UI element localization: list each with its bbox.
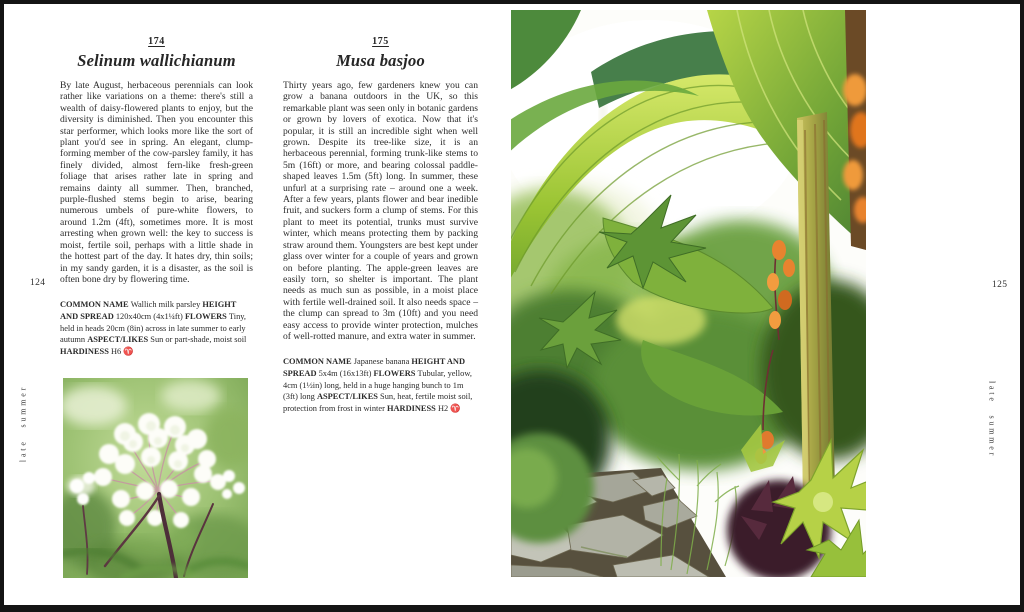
page-number-left: 124 bbox=[30, 278, 46, 288]
musa-photo-art bbox=[511, 10, 866, 577]
info-value: Sun, heat, fertile moist soil, protection from frost in winter bbox=[283, 392, 473, 413]
info-value: H6 bbox=[110, 346, 124, 356]
frame-left-border bbox=[0, 0, 4, 612]
info-label: ASPECT/LIKES bbox=[316, 392, 381, 402]
info-value: Japanese banana bbox=[353, 357, 412, 367]
info-label: HEIGHT AND SPREAD bbox=[60, 300, 237, 321]
page-number-right: 125 bbox=[992, 280, 1008, 290]
entry-number: 175 bbox=[372, 36, 389, 47]
frame-top-border bbox=[0, 0, 1024, 4]
frame-right-border bbox=[1020, 0, 1024, 612]
agm-award-icon: ♈ bbox=[123, 346, 134, 356]
info-label: HARDINESS bbox=[60, 346, 111, 356]
entry-body: Thirty years ago, few gardeners knew you can grow a banana outdoors in the UK, so this remarkable plant was seen only in botanic gardens or grown by lovers of exotica. Now that it's popular, it is still an incredible sight when well grown. Despite its tree-like size, it is an herbaceous perennial, forming trunk-like stems to 5m (16ft) or more, and bearing colossal paddle-shaped leaves 1.5m (5ft) long. In summer, these unfurl at a surprising rate – around one a week. After a few years, plants flower and bear inedible fruit, and suckers form a clump of stems. For this plant to meet its potential, trunks must survive winter, which means protecting them by packing straw around them. Youngsters are best kept under glass over winter for a couple of years and grown on before planting. The apple-green leaves are easily torn, so shelter is important. The plant needs as much sun as possible, in a moist place with fertile well-drained soil. It also needs space – the clump can spread to 3m (10ft) and you need easy access to provide winter protection, mulches of well-rotted manure, and extra water in summer. bbox=[283, 80, 478, 342]
selinum-photo-art bbox=[63, 378, 248, 578]
selinum-photo bbox=[63, 378, 248, 578]
entry-title: Musa basjoo bbox=[336, 51, 425, 70]
info-label: HEIGHT AND SPREAD bbox=[283, 357, 465, 378]
frame-bottom-border bbox=[0, 605, 1024, 612]
entry-body: By late August, herbaceous perennials can look rather like variations on a theme: there's still a wealth of daisy-flowered plants to enjoy, but the diversity is diminished. Then you encounter this star performer, which looks more like the sort of plant you'd see in spring. An elegant, clump-forming member of the cow-parsley family, it has finely divided, almost fern-like fresh-green foliage that arises rather late in spring and remains dainty all summer. Then, branched, purple-flushed stems begin to arise, bearing numerous umbels of pure-white flowers, to around 1.2m (4ft), sometimes more. It is most arresting when grown well: the key to success is moist, fertile soil, perhaps with a little shade in the hottest part of the day. It hates dry, thin soils; in my sandy garden, it is a disaster, as the soil is often bone dry by flowering time. bbox=[60, 80, 253, 285]
info-label: FLOWERS bbox=[373, 368, 418, 378]
margin-label-right: late summer bbox=[987, 380, 997, 459]
info-value: Tubular, yellow, 4cm (1½in) long, held in a huge hanging bunch to 1m (3ft) long bbox=[283, 368, 472, 402]
entry-174 bbox=[60, 36, 253, 357]
info-value: H2 bbox=[437, 403, 451, 413]
musa-photo bbox=[511, 10, 866, 577]
info-label: ASPECT/LIKES bbox=[87, 335, 151, 345]
entry-info bbox=[60, 299, 253, 357]
info-value: Sun or part-shade, moist soil bbox=[150, 335, 247, 345]
info-value: Tiny, held in heads 20cm (8in) across in late summer to early autumn bbox=[60, 311, 246, 345]
info-label: COMMON NAME bbox=[283, 357, 354, 367]
entry-number: 174 bbox=[148, 36, 165, 47]
agm-award-icon: ♈ bbox=[450, 403, 461, 413]
margin-label-left: late summer bbox=[18, 384, 28, 463]
info-value: 120x40cm (4x1¼ft) bbox=[115, 311, 185, 321]
entry-title: Selinum wallichianum bbox=[77, 51, 236, 70]
info-value: 5x4m (16x13ft) bbox=[318, 368, 374, 378]
entry-175 bbox=[283, 36, 478, 414]
info-label: HARDINESS bbox=[386, 403, 438, 413]
info-label: FLOWERS bbox=[184, 311, 229, 321]
info-label: COMMON NAME bbox=[60, 300, 131, 310]
entry-info bbox=[283, 356, 478, 414]
info-value: Wallich milk parsley bbox=[130, 300, 203, 310]
